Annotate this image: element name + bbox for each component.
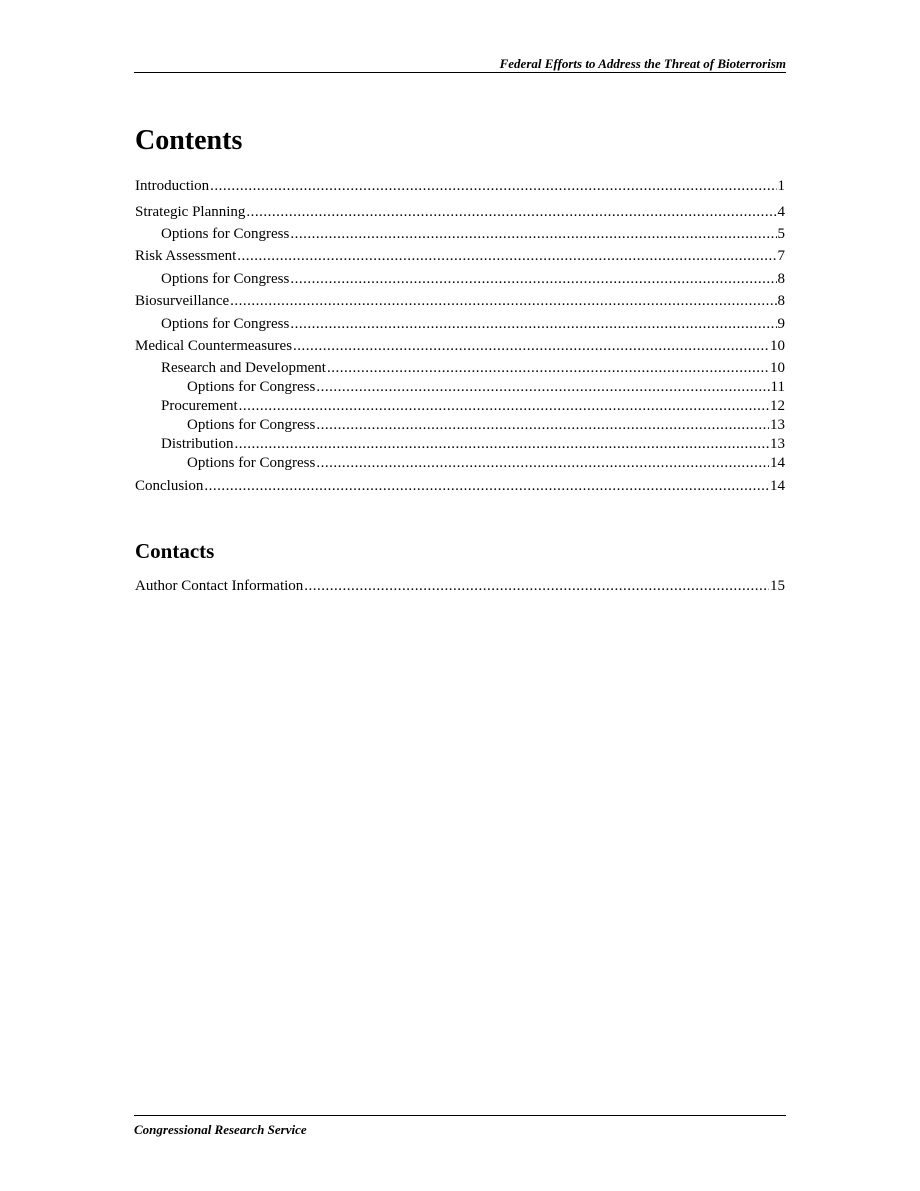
toc-entry-options-for-congress[interactable] (135, 270, 785, 288)
contacts-heading: Contacts (135, 539, 215, 563)
toc-entry-page: 12 (770, 398, 785, 414)
toc-entry-page: 11 (770, 379, 785, 395)
toc-leader-dots (293, 337, 769, 355)
toc-entry-page: 7 (777, 248, 785, 264)
contents-heading: Contents (135, 125, 243, 156)
toc-entry-page: 8 (777, 271, 785, 287)
running-header (134, 55, 786, 73)
toc-entry-strategic-planning[interactable] (135, 203, 785, 221)
toc-leader-dots (239, 397, 769, 415)
toc-entry-research-and-development[interactable] (135, 359, 785, 377)
toc-leader-dots (210, 177, 776, 195)
toc-entry-page: 9 (777, 316, 785, 332)
toc-entry-label: Conclusion (135, 478, 204, 494)
page-footer (134, 1115, 786, 1138)
toc-leader-dots (230, 292, 776, 310)
toc-entry-label: Research and Development (161, 360, 326, 376)
toc-entry-page: 1 (777, 178, 785, 194)
toc-entry-label: Medical Countermeasures (135, 338, 293, 354)
running-header-title: Federal Efforts to Address the Threat of Bioterrorism (499, 56, 786, 71)
toc-entry-label: Options for Congress (187, 417, 316, 433)
toc-leader-dots (290, 270, 776, 288)
toc-entry-options-for-congress[interactable] (135, 378, 785, 396)
toc-leader-dots (246, 203, 776, 221)
toc-entry-label: Options for Congress (161, 316, 290, 332)
toc-entry-label: Options for Congress (187, 379, 316, 395)
toc-entry-label: Introduction (135, 178, 210, 194)
toc-entry-author-contact-information[interactable] (135, 577, 785, 595)
toc-entry-options-for-congress[interactable] (135, 454, 785, 472)
toc-entry-label: Strategic Planning (135, 204, 246, 220)
toc-leader-dots (290, 225, 776, 243)
toc-entry-label: Distribution (161, 436, 234, 452)
toc-leader-dots (204, 477, 769, 495)
toc-entry-medical-countermeasures[interactable] (135, 337, 785, 355)
toc-entry-conclusion[interactable] (135, 477, 785, 495)
toc-entry-biosurveillance[interactable] (135, 292, 785, 310)
toc-entry-page: 8 (777, 293, 785, 309)
toc-entry-page: 4 (777, 204, 785, 220)
toc-leader-dots (237, 247, 776, 265)
toc-entry-page: 13 (770, 436, 785, 452)
toc-entry-options-for-congress[interactable] (135, 315, 785, 333)
toc-entry-label: Biosurveillance (135, 293, 230, 309)
toc-leader-dots (235, 435, 769, 453)
toc-entry-options-for-congress[interactable] (135, 225, 785, 243)
toc-leader-dots (316, 378, 769, 396)
toc-entry-page: 15 (770, 578, 785, 594)
toc-entry-introduction[interactable] (135, 177, 785, 195)
toc-entry-procurement[interactable] (135, 397, 785, 415)
toc-entry-page: 14 (770, 478, 785, 494)
toc-entry-page: 14 (770, 455, 785, 471)
toc-entry-page: 10 (770, 360, 785, 376)
toc-entry-page: 13 (770, 417, 785, 433)
toc-leader-dots (290, 315, 776, 333)
toc-leader-dots (316, 416, 769, 434)
toc-entry-label: Options for Congress (161, 226, 290, 242)
toc-entry-label: Procurement (161, 398, 238, 414)
toc-leader-dots (316, 454, 769, 472)
toc-entry-page: 5 (777, 226, 785, 242)
toc-entry-label: Risk Assessment (135, 248, 237, 264)
toc-entry-risk-assessment[interactable] (135, 247, 785, 265)
toc-entry-distribution[interactable] (135, 435, 785, 453)
toc-leader-dots (327, 359, 769, 377)
toc-entry-label: Options for Congress (187, 455, 316, 471)
toc-leader-dots (304, 577, 769, 595)
toc-entry-label: Author Contact Information (135, 578, 304, 594)
toc-entry-page: 10 (770, 338, 785, 354)
toc-entry-label: Options for Congress (161, 271, 290, 287)
toc-entry-options-for-congress[interactable] (135, 416, 785, 434)
footer-publisher: Congressional Research Service (134, 1122, 307, 1137)
